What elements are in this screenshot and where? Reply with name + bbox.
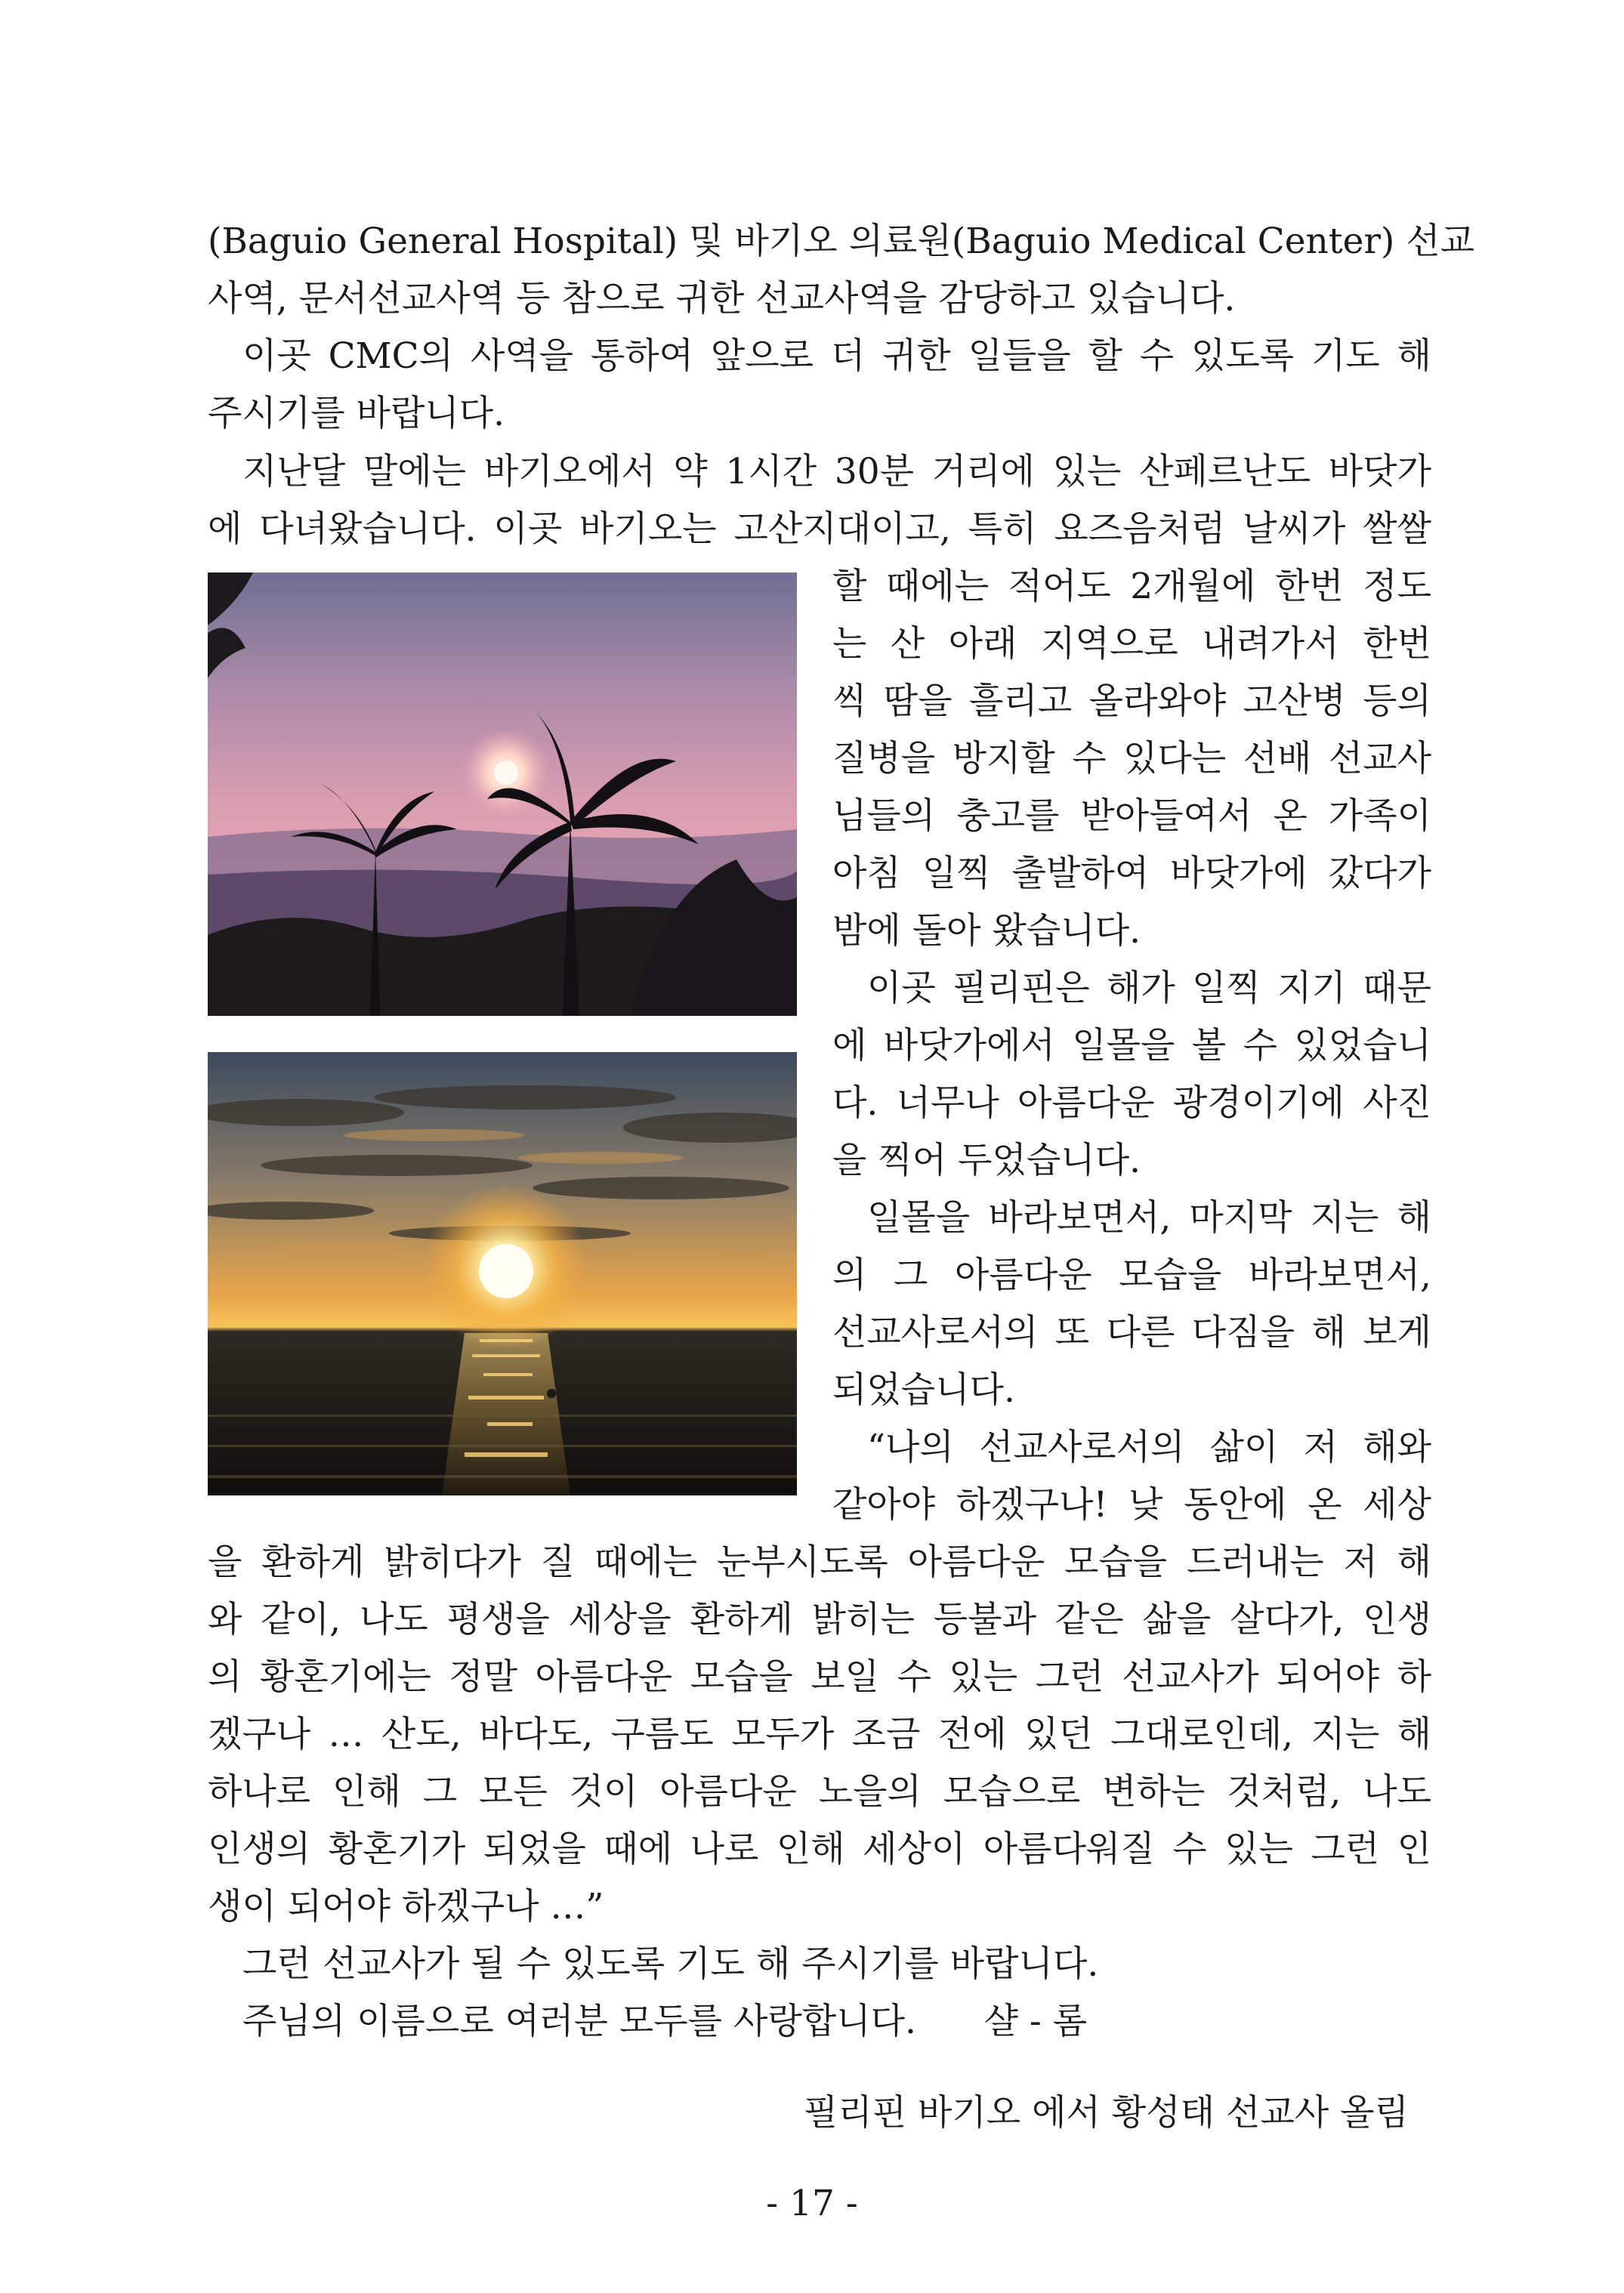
sunset-palms-photo — [208, 572, 797, 1016]
text-line: 생이 되어야 하겠구나 …” — [208, 1886, 604, 1927]
text-line: 는 산 아래 지역으로 내려가서 한번 — [832, 623, 1431, 665]
text-line: 지난달 말에는 바기오에서 약 1시간 30분 거리에 있는 산페르난도 바닷가 — [242, 451, 1431, 492]
text-line: 인생의 황혼기가 되었을 때에 나로 인해 세상이 아름다워질 수 있는 그런 인 — [208, 1829, 1431, 1870]
sea-sunset-photo — [208, 1052, 797, 1495]
text-line: 할 때에는 적어도 2개월에 한번 정도 — [832, 566, 1431, 607]
text-line: 에 바닷가에서 일몰을 볼 수 있었습니 — [832, 1025, 1431, 1066]
text-line: 되었습니다. — [832, 1369, 1015, 1411]
text-line: 와 같이, 나도 평생을 세상을 환하게 밝히는 등불과 같은 삶을 살다가, 인생 — [208, 1599, 1431, 1640]
text-line: 사역, 문서선교사역 등 참으로 귀한 선교사역을 감당하고 있습니다. — [208, 278, 1236, 319]
text-line: 을 환하게 밝히다가 질 때에는 눈부시도록 아름다운 모습을 드러내는 저 해 — [208, 1542, 1431, 1583]
text-line: 겠구나 … 산도, 바다도, 구름도 모두가 조금 전에 있던 그대로인데, 지는 해 — [208, 1714, 1431, 1755]
text-line: 같아야 하겠구나! 낮 동안에 온 세상 — [832, 1484, 1431, 1526]
text-line: 밤에 돌아 왔습니다. — [832, 910, 1141, 952]
text-line: 그런 선교사가 될 수 있도록 기도 해 주시기를 바랍니다. — [242, 1943, 1099, 1985]
text-line: 님들의 충고를 받아들여서 온 가족이 — [832, 795, 1431, 837]
text-line: 이곳 CMC의 사역을 통하여 앞으로 더 귀한 일들을 할 수 있도록 기도 해 — [242, 335, 1431, 377]
text-line: 씩 땀을 흘리고 올라와야 고산병 등의 — [832, 680, 1431, 722]
text-line: (Baguio General Hospital) 및 바기오 의료원(Baguio Medical Center) 선교 — [208, 221, 1475, 262]
text-line: 이곳 필리핀은 해가 일찍 지기 때문 — [867, 968, 1431, 1009]
text-line: 일몰을 바라보면서, 마지막 지는 해 — [867, 1197, 1431, 1239]
text-line: 선교사로서의 또 다른 다짐을 해 보게 — [832, 1312, 1431, 1353]
text-line: 의 황혼기에는 정말 아름다운 모습을 보일 수 있는 그런 선교사가 되어야 하 — [208, 1656, 1431, 1698]
signature: 필리핀 바기오 에서 황성태 선교사 올림 — [803, 2092, 1409, 2134]
text-line: 아침 일찍 출발하여 바닷가에 갔다가 — [832, 853, 1431, 894]
text-line: 주시기를 바랍니다. — [208, 393, 505, 434]
text-line: 다. 너무나 아름다운 광경이기에 사진 — [832, 1082, 1431, 1124]
text-line: 하나로 인해 그 모든 것이 아름다운 노을의 모습으로 변하는 것처럼, 나도 — [208, 1771, 1431, 1813]
text-line: 에 다녀왔습니다. 이곳 바기오는 고산지대이고, 특히 요즈음처럼 날씨가 쌀쌀 — [208, 508, 1431, 550]
text-line: 주님의 이름으로 여러분 모두를 사랑합니다. 샬 - 롬 — [242, 2001, 1088, 2042]
text-line: 을 찍어 두었습니다. — [832, 1140, 1141, 1181]
text-line: 의 그 아름다운 모습을 바라보면서, — [832, 1255, 1431, 1296]
text-line: 질병을 방지할 수 있다는 선배 선교사 — [832, 738, 1431, 779]
text-line: “나의 선교사로서의 삶이 저 해와 — [867, 1427, 1431, 1468]
page-number: - 17 - — [766, 2183, 858, 2224]
